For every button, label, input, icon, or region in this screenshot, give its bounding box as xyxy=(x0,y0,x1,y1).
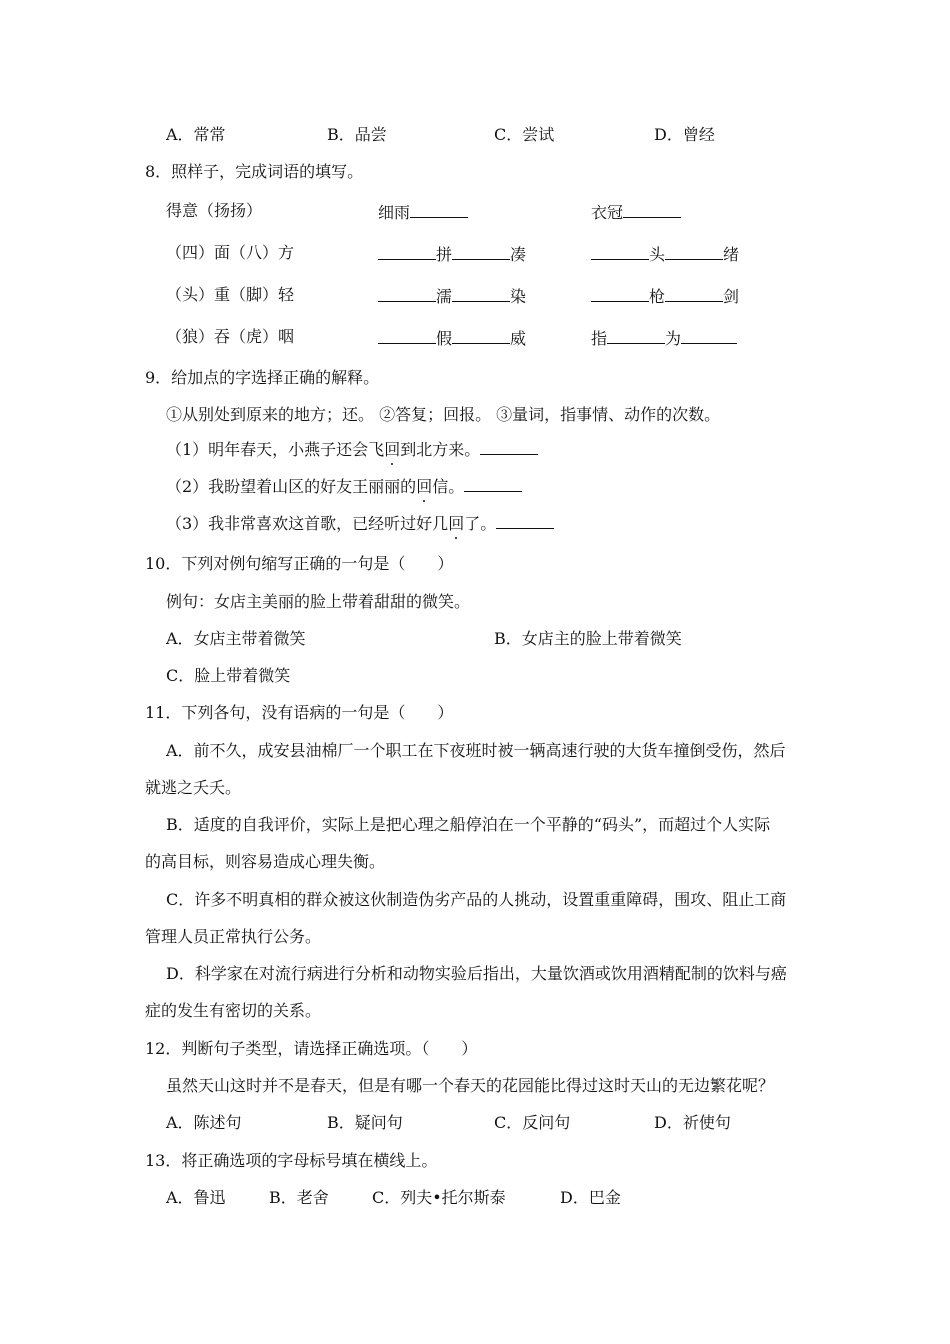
fill-blank[interactable] xyxy=(623,201,681,218)
q8-item-1-2 xyxy=(378,201,468,223)
q11-option-b-line2: 的高目标，则容易造成心理失衡。 xyxy=(145,852,386,871)
fill-blank[interactable] xyxy=(496,512,554,529)
q11-option-d-line1: D．科学家在对流行病进行分析和动物实验后指出，大量饮酒或饮用酒精配制的饮料与癌 xyxy=(166,964,787,983)
q8-text: 假 xyxy=(436,329,453,348)
q8-item-2-3 xyxy=(591,243,739,265)
q11-option-d-line2: 症的发生有密切的关系。 xyxy=(145,1001,322,1020)
q7-option-b: B．品尝 xyxy=(327,125,387,144)
q8-example-1: 得意（扬扬） xyxy=(166,201,263,220)
q8-example-3: （头）重（脚）轻 xyxy=(166,285,295,304)
q12-option-c: C．反问句 xyxy=(494,1113,571,1132)
q10-title: 10．下列对例句缩写正确的一句是（ ） xyxy=(145,554,454,573)
q11-option-a-line1: A．前不久，成安县油棉厂一个职工在下夜班时被一辆高速行驶的大货车撞倒受伤，然后 xyxy=(166,741,786,760)
fill-blank[interactable] xyxy=(591,243,649,260)
fill-blank[interactable] xyxy=(480,438,538,455)
q12-option-b: B．疑问句 xyxy=(327,1113,403,1132)
q9-text: 到北方来。 xyxy=(400,440,481,459)
q11-option-c-line1: C．许多不明真相的群众被这伙制造伪劣产品的人挑动，设置重重障碍，围攻、阻止工商 xyxy=(166,890,787,909)
q12-sentence: 虽然天山这时并不是春天，但是有哪一个春天的花园能比得过这时天山的无边繁花呢？ xyxy=(166,1076,775,1095)
fill-blank[interactable] xyxy=(591,285,649,302)
fill-blank[interactable] xyxy=(681,327,737,344)
q8-text: 绪 xyxy=(723,245,740,264)
fill-blank[interactable] xyxy=(665,285,723,302)
fill-blank[interactable] xyxy=(378,243,436,260)
q9-meanings: ①从别处到原来的地方；还。 ②答复；回报。 ③量词，指事情、动作的次数。 xyxy=(166,405,721,424)
q8-text: 威 xyxy=(510,329,527,348)
fill-blank[interactable] xyxy=(410,201,468,218)
q9-sentence-2 xyxy=(166,475,522,497)
q12-title: 12．判断句子类型，请选择正确选项。（ ） xyxy=(145,1039,478,1058)
q11-option-a-line2: 就逃之夭夭。 xyxy=(145,778,242,797)
q10-option-a: A．女店主带着微笑 xyxy=(166,629,306,648)
q9-title: 9．给加点的字选择正确的解释。 xyxy=(145,368,380,387)
q7-option-c: C．尝试 xyxy=(494,125,555,144)
q8-example-2: （四）面（八）方 xyxy=(166,243,295,262)
fill-blank[interactable] xyxy=(607,327,665,344)
q8-text: 凑 xyxy=(510,245,527,264)
q8-item-1-3 xyxy=(591,201,681,223)
q8-text: 头 xyxy=(649,245,666,264)
q11-option-b-line1: B．适度的自我评价，实际上是把心理之船停泊在一个平静的“码头”，而超过个人实际 xyxy=(166,815,771,834)
q8-text: 细雨 xyxy=(378,203,411,222)
fill-blank[interactable] xyxy=(378,327,436,344)
q8-text: 染 xyxy=(510,287,527,306)
q10-option-c: C．脸上带着微笑 xyxy=(166,666,291,685)
fill-blank[interactable] xyxy=(665,243,723,260)
dotted-char: 回 xyxy=(416,477,433,496)
q9-text: 了。 xyxy=(464,514,497,533)
q8-text: 枪 xyxy=(649,287,666,306)
q9-text: （2）我盼望着山区的好友王丽丽的 xyxy=(166,477,417,496)
q10-example: 例句：女店主美丽的脸上带着甜甜的微笑。 xyxy=(166,592,471,611)
q8-text: 拼 xyxy=(436,245,453,264)
q8-example-4: （狼）吞（虎）咽 xyxy=(166,327,295,346)
q11-option-c-line2: 管理人员正常执行公务。 xyxy=(145,927,322,946)
q9-sentence-3 xyxy=(166,512,554,534)
fill-blank[interactable] xyxy=(464,475,522,492)
q8-item-3-2 xyxy=(378,285,526,307)
q8-text: 濡 xyxy=(436,287,453,306)
fill-blank[interactable] xyxy=(452,285,510,302)
q8-text: 剑 xyxy=(723,287,740,306)
q7-option-d: D．曾经 xyxy=(654,125,715,144)
q10-option-b: B．女店主的脸上带着微笑 xyxy=(494,629,682,648)
fill-blank[interactable] xyxy=(452,243,510,260)
q9-sentence-1 xyxy=(166,438,538,460)
q13-title: 13．将正确选项的字母标号填在横线上。 xyxy=(145,1151,438,1170)
q12-option-a: A．陈述句 xyxy=(166,1113,242,1132)
q13-option-c: C．列夫•托尔斯泰 xyxy=(372,1188,506,1207)
q11-title: 11．下列各句，没有语病的一句是（ ） xyxy=(145,703,454,722)
q8-item-3-3 xyxy=(591,285,739,307)
q8-text: 为 xyxy=(665,329,682,348)
q9-text: （3）我非常喜欢这首歌，已经听过好几 xyxy=(166,514,449,533)
q8-item-2-2 xyxy=(378,243,526,265)
q12-option-d: D．祈使句 xyxy=(654,1113,731,1132)
dotted-char: 回 xyxy=(448,514,465,533)
dotted-char: 回 xyxy=(384,440,401,459)
q7-option-a: A．常常 xyxy=(166,125,226,144)
q9-text: 信。 xyxy=(432,477,465,496)
q13-option-a: A．鲁迅 xyxy=(166,1188,226,1207)
q8-title: 8．照样子，完成词语的填写。 xyxy=(145,162,364,181)
q8-item-4-2 xyxy=(378,327,526,349)
fill-blank[interactable] xyxy=(452,327,510,344)
q9-text: （1）明年春天，小燕子还会飞 xyxy=(166,440,385,459)
q13-option-b: B．老舍 xyxy=(269,1188,329,1207)
q13-option-d: D．巴金 xyxy=(560,1188,621,1207)
q8-item-4-3 xyxy=(591,327,737,349)
fill-blank[interactable] xyxy=(378,285,436,302)
q8-text: 指 xyxy=(591,329,608,348)
q8-text: 衣冠 xyxy=(591,203,624,222)
